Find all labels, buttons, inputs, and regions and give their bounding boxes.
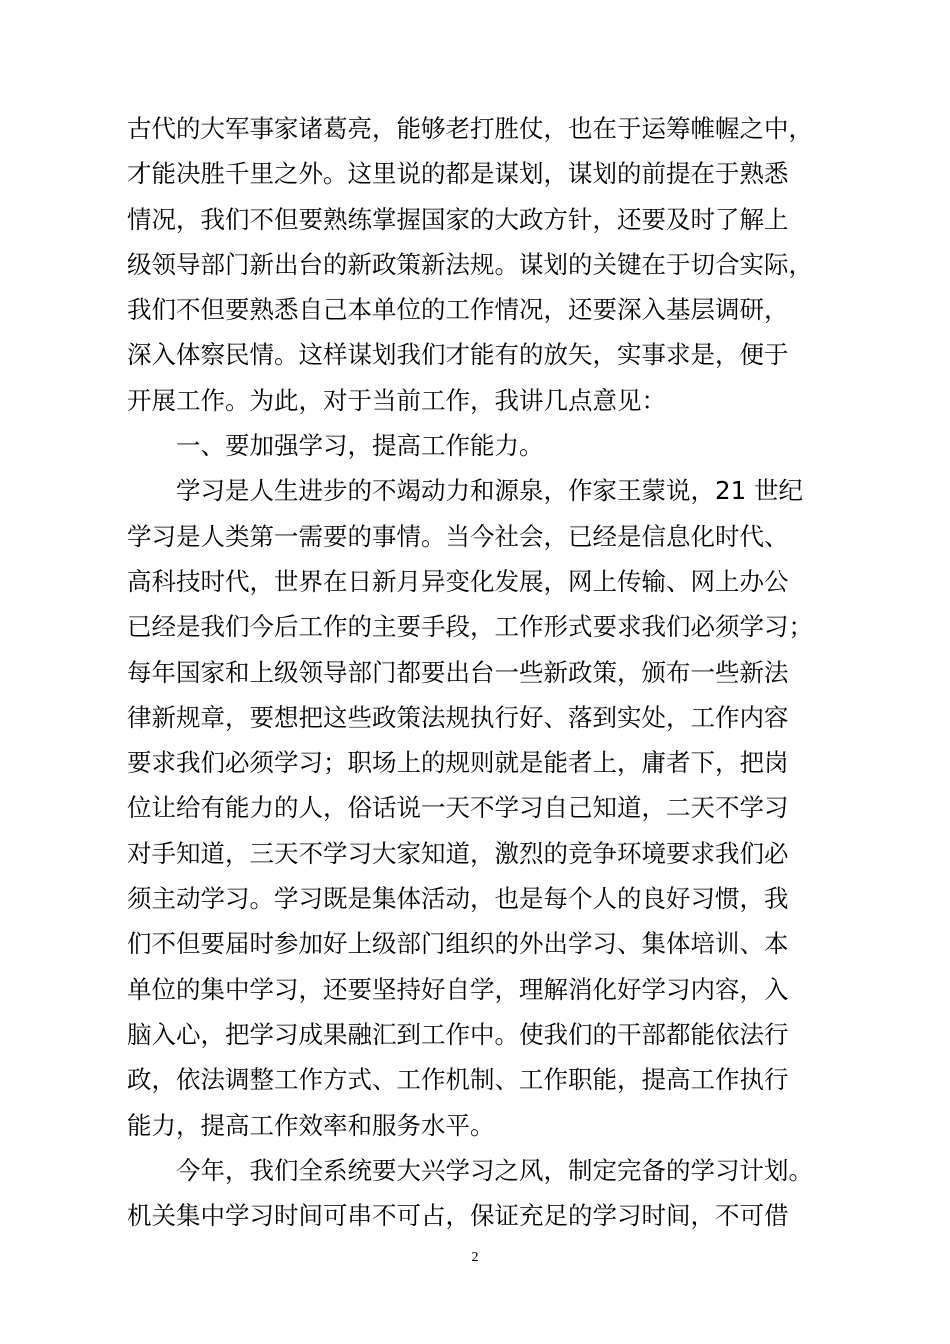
text-line: 已经是我们今后工作的主要手段，工作形式要求我们必须学习； (127, 612, 813, 642)
text-line: 单位的集中学习，还要坚持好自学，理解消化好学习内容，入 (127, 974, 789, 1004)
text-line: 们不但要届时参加好上级部门组织的外出学习、集体培训、本 (127, 929, 789, 959)
text-line: 每年国家和上级领导部门都要出台一些新政策，颁布一些新法 (127, 657, 789, 687)
text-line: 我们不但要熟悉自己本单位的工作情况，还要深入基层调研， (127, 295, 789, 325)
text-line: 脑入心，把学习成果融汇到工作中。使我们的干部都能依法行 (127, 1019, 789, 1049)
text-line: 情况，我们不但要熟练掌握国家的大政方针，还要及时了解上 (127, 204, 789, 234)
text-line: 开展工作。为此，对于当前工作，我讲几点意见： (127, 385, 666, 415)
text-line: 级领导部门新出台的新政策新法规。谋划的关键在于切合实际， (127, 249, 813, 279)
text-line: 对手知道，三天不学习大家知道，激烈的竞争环境要求我们必 (127, 838, 789, 868)
section-heading: 一、要加强学习，提高工作能力。 (176, 431, 544, 461)
text-line: 深入体察民情。这样谋划我们才能有的放矢，实事求是，便于 (127, 340, 789, 370)
text-line: 学习是人类第一需要的事情。当今社会，已经是信息化时代、 (127, 521, 789, 551)
text-line: 政，依法调整工作方式、工作机制、工作职能，提高工作执行 (127, 1065, 789, 1095)
body-text (127, 106, 827, 1238)
text-line: 古代的大军事家诸葛亮，能够老打胜仗，也在于运筹帷幄之中， (127, 114, 813, 143)
text-line: 高科技时代，世界在日新月异变化发展，网上传输、网上办公 (127, 566, 789, 596)
paragraph-start-line: 今年，我们全系统要大兴学习之风，制定完备的学习计划。 (176, 1155, 813, 1185)
text-line: 律新规章，要想把这些政策法规执行好、落到实处，工作内容 (127, 702, 789, 732)
text-line: 位让给有能力的人，俗话说一天不学习自己知道，二天不学习 (127, 793, 789, 823)
paragraph-start-line: 学习是人生进步的不竭动力和源泉，作家王蒙说，21 世纪 (176, 476, 803, 506)
text-line: 机关集中学习时间可串不可占，保证充足的学习时间，不可借 (127, 1201, 789, 1231)
text-line: 须主动学习。学习既是集体活动，也是每个人的良好习惯，我 (127, 884, 789, 914)
text-line: 能力，提高工作效率和服务水平。 (127, 1110, 495, 1140)
text-line: 才能决胜千里之外。这里说的都是谋划，谋划的前提在于熟悉 (127, 159, 789, 189)
page-number: 2 (471, 1250, 479, 1265)
text-line: 要求我们必须学习；职场上的规则就是能者上，庸者下，把岗 (127, 748, 789, 778)
